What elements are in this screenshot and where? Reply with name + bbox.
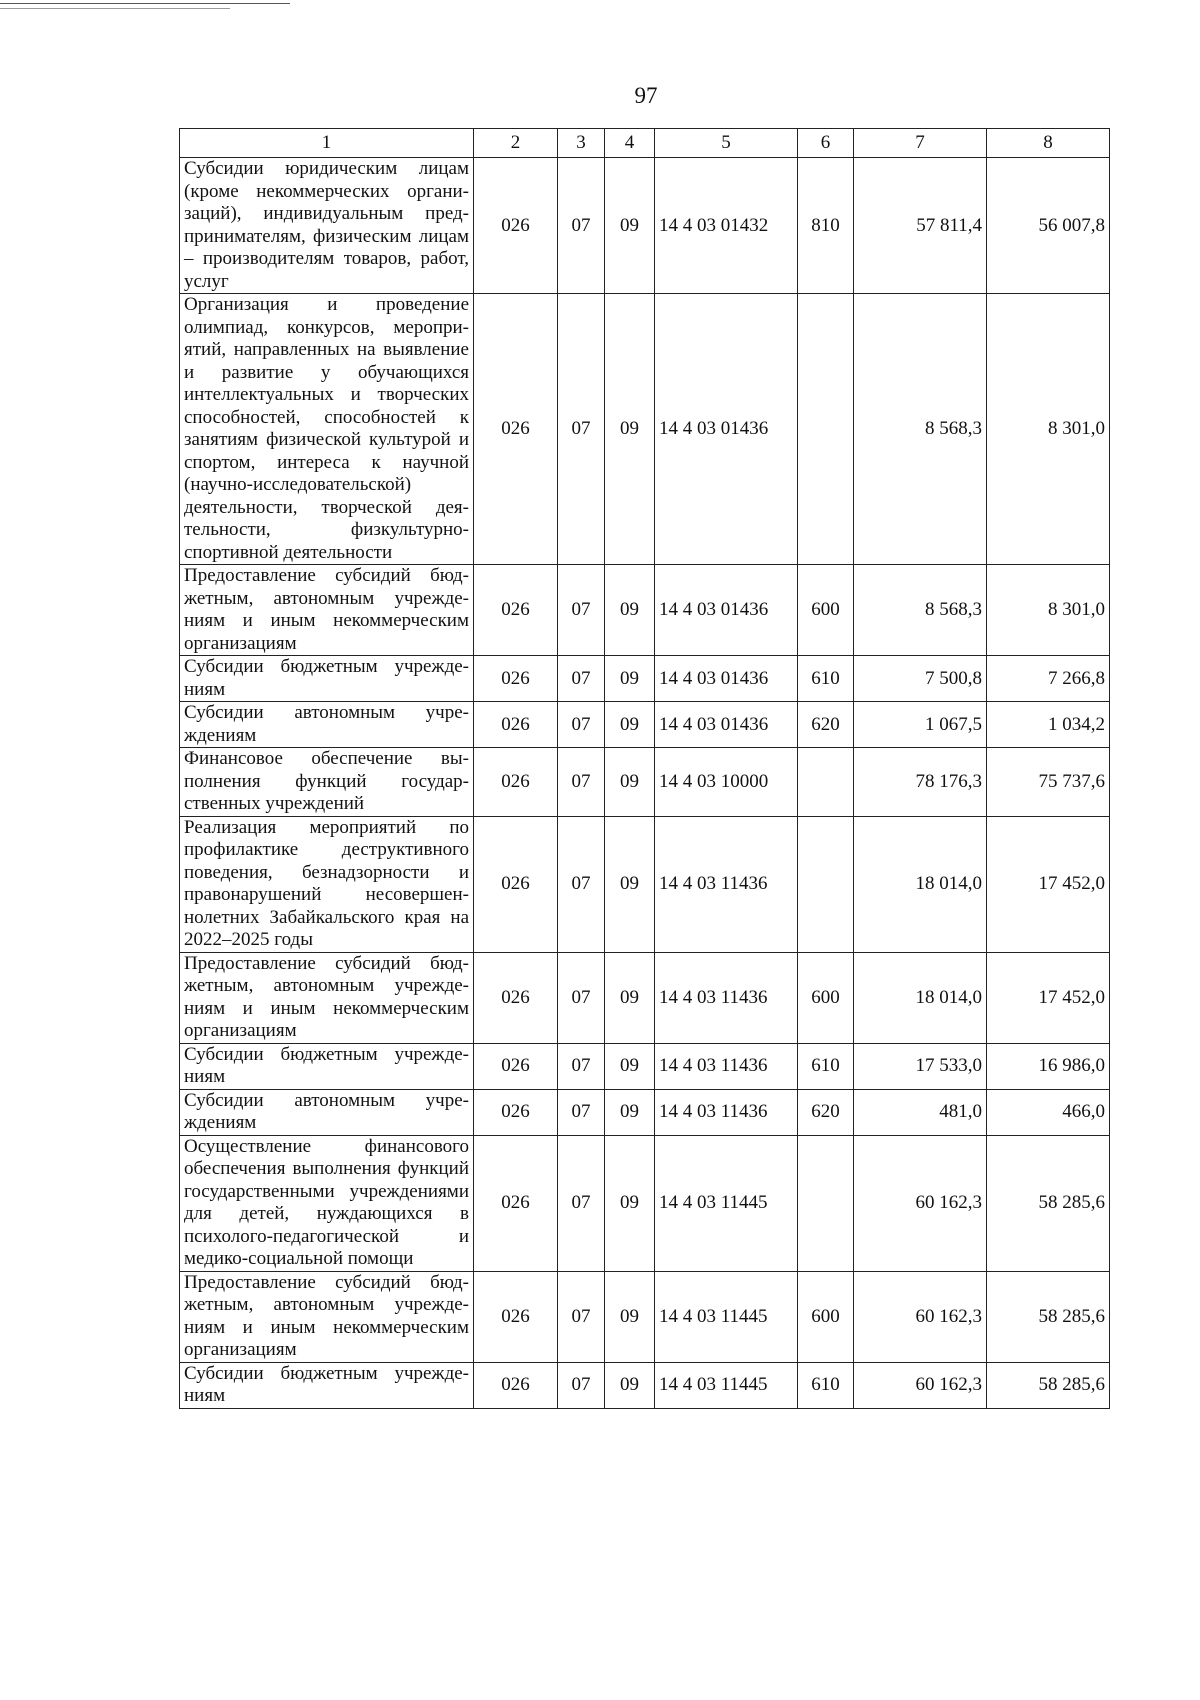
section-code-cell: 07 (558, 1043, 605, 1089)
target-article-cell: 14 4 03 01432 (655, 158, 798, 294)
subsection-code-cell: 09 (605, 294, 655, 565)
subsection-code-cell: 09 (605, 1271, 655, 1362)
description-cell: Осуществление финансового обеспечения выполнения функций государственными учреждениями для детей, нуждающихся в психолого-педагогической и медико-социальной помощи (180, 1135, 474, 1271)
section-code-cell: 07 (558, 748, 605, 817)
amount-year2-cell: 8 301,0 (987, 565, 1110, 656)
subsection-code-cell: 09 (605, 1043, 655, 1089)
admin-code-cell: 026 (474, 816, 558, 952)
expense-type-cell: 610 (798, 656, 854, 702)
expense-type-cell: 810 (798, 158, 854, 294)
target-article-cell: 14 4 03 11445 (655, 1271, 798, 1362)
expense-type-cell: 600 (798, 565, 854, 656)
amount-year2-cell: 1 034,2 (987, 702, 1110, 748)
amount-year1-cell: 57 811,4 (854, 158, 987, 294)
table-row (180, 702, 1110, 748)
table-row (180, 816, 1110, 952)
admin-code-cell: 026 (474, 1135, 558, 1271)
section-code-cell: 07 (558, 1135, 605, 1271)
amount-year1-cell: 60 162,3 (854, 1271, 987, 1362)
description-cell: Реализация мероприятий по профилактике деструктивного поведения, безнадзорности и правонарушений несовершеннолетних Забайкальского края на 2022–2025 годы (180, 816, 474, 952)
description-cell: Субсидии бюджетным учреждениям (180, 1362, 474, 1408)
description-cell: Предоставление субсидий бюджетным, автономным учреждениям и иным некоммерческим организациям (180, 952, 474, 1043)
column-header: 3 (558, 129, 605, 158)
table-row (180, 952, 1110, 1043)
expense-type-cell (798, 294, 854, 565)
amount-year1-cell: 7 500,8 (854, 656, 987, 702)
amount-year1-cell: 18 014,0 (854, 816, 987, 952)
expense-type-cell: 620 (798, 1089, 854, 1135)
target-article-cell: 14 4 03 11436 (655, 816, 798, 952)
scan-edge-line (0, 8, 230, 9)
admin-code-cell: 026 (474, 702, 558, 748)
subsection-code-cell: 09 (605, 656, 655, 702)
description-cell: Субсидии бюджетным учреждениям (180, 1043, 474, 1089)
column-header: 2 (474, 129, 558, 158)
target-article-cell: 14 4 03 11436 (655, 1043, 798, 1089)
amount-year1-cell: 60 162,3 (854, 1362, 987, 1408)
section-code-cell: 07 (558, 952, 605, 1043)
section-code-cell: 07 (558, 1089, 605, 1135)
subsection-code-cell: 09 (605, 1089, 655, 1135)
section-code-cell: 07 (558, 702, 605, 748)
scan-edge-line (0, 3, 290, 4)
expense-type-cell: 600 (798, 1271, 854, 1362)
table-row (180, 656, 1110, 702)
section-code-cell: 07 (558, 565, 605, 656)
amount-year2-cell: 58 285,6 (987, 1271, 1110, 1362)
expense-type-cell (798, 816, 854, 952)
table-row (180, 748, 1110, 817)
amount-year2-cell: 17 452,0 (987, 816, 1110, 952)
amount-year1-cell: 17 533,0 (854, 1043, 987, 1089)
subsection-code-cell: 09 (605, 565, 655, 656)
subsection-code-cell: 09 (605, 952, 655, 1043)
admin-code-cell: 026 (474, 1089, 558, 1135)
section-code-cell: 07 (558, 1362, 605, 1408)
header-row (180, 129, 1110, 158)
amount-year1-cell: 78 176,3 (854, 748, 987, 817)
table-row (180, 1135, 1110, 1271)
column-header: 1 (180, 129, 474, 158)
description-cell: Субсидии бюджетным учреждениям (180, 656, 474, 702)
amount-year2-cell: 466,0 (987, 1089, 1110, 1135)
amount-year2-cell: 58 285,6 (987, 1135, 1110, 1271)
table-body (180, 158, 1110, 1409)
description-cell: Организация и проведение олимпиад, конкурсов, мероприятий, направленных на выявление и развитие у обучающихся интеллектуальных и творческих способностей, способностей к занятиям физической культурой и спортом, интереса к научной (научно-исследовательской) деятельности, творческой деятельности, физкультурно-спортивной деятельности (180, 294, 474, 565)
amount-year2-cell: 16 986,0 (987, 1043, 1110, 1089)
admin-code-cell: 026 (474, 952, 558, 1043)
expense-type-cell (798, 748, 854, 817)
description-cell: Субсидии автономным учреждениям (180, 1089, 474, 1135)
column-header: 6 (798, 129, 854, 158)
table-row (180, 158, 1110, 294)
target-article-cell: 14 4 03 11436 (655, 1089, 798, 1135)
admin-code-cell: 026 (474, 294, 558, 565)
amount-year2-cell: 17 452,0 (987, 952, 1110, 1043)
description-cell: Субсидии автономным учреждениям (180, 702, 474, 748)
table-header (180, 129, 1110, 158)
table-row (180, 1362, 1110, 1408)
description-cell: Предоставление субсидий бюджетным, автономным учреждениям и иным некоммерческим организациям (180, 1271, 474, 1362)
amount-year1-cell: 18 014,0 (854, 952, 987, 1043)
section-code-cell: 07 (558, 294, 605, 565)
target-article-cell: 14 4 03 01436 (655, 656, 798, 702)
budget-table (179, 128, 1110, 1409)
subsection-code-cell: 09 (605, 1135, 655, 1271)
subsection-code-cell: 09 (605, 158, 655, 294)
target-article-cell: 14 4 03 01436 (655, 565, 798, 656)
amount-year1-cell: 1 067,5 (854, 702, 987, 748)
subsection-code-cell: 09 (605, 748, 655, 817)
column-header: 8 (987, 129, 1110, 158)
target-article-cell: 14 4 03 10000 (655, 748, 798, 817)
admin-code-cell: 026 (474, 1043, 558, 1089)
amount-year1-cell: 8 568,3 (854, 294, 987, 565)
table-row (180, 1271, 1110, 1362)
admin-code-cell: 026 (474, 158, 558, 294)
target-article-cell: 14 4 03 11445 (655, 1362, 798, 1408)
section-code-cell: 07 (558, 158, 605, 294)
admin-code-cell: 026 (474, 748, 558, 817)
page-number: 97 (634, 83, 658, 108)
table-row (180, 1089, 1110, 1135)
description-cell: Субсидии юридическим лицам (кроме некоммерческих организаций), индивидуальным предпринимателям, физическим лицам – производителям товаров, работ, услуг (180, 158, 474, 294)
section-code-cell: 07 (558, 656, 605, 702)
table-row (180, 294, 1110, 565)
table-row (180, 1043, 1110, 1089)
target-article-cell: 14 4 03 01436 (655, 294, 798, 565)
section-code-cell: 07 (558, 816, 605, 952)
amount-year1-cell: 60 162,3 (854, 1135, 987, 1271)
target-article-cell: 14 4 03 11436 (655, 952, 798, 1043)
description-cell: Финансовое обеспечение выполнения функций государственных учреждений (180, 748, 474, 817)
admin-code-cell: 026 (474, 565, 558, 656)
admin-code-cell: 026 (474, 1362, 558, 1408)
amount-year2-cell: 7 266,8 (987, 656, 1110, 702)
subsection-code-cell: 09 (605, 702, 655, 748)
amount-year2-cell: 56 007,8 (987, 158, 1110, 294)
target-article-cell: 14 4 03 01436 (655, 702, 798, 748)
amount-year1-cell: 481,0 (854, 1089, 987, 1135)
expense-type-cell: 610 (798, 1362, 854, 1408)
amount-year2-cell: 75 737,6 (987, 748, 1110, 817)
admin-code-cell: 026 (474, 656, 558, 702)
expense-type-cell (798, 1135, 854, 1271)
amount-year1-cell: 8 568,3 (854, 565, 987, 656)
target-article-cell: 14 4 03 11445 (655, 1135, 798, 1271)
subsection-code-cell: 09 (605, 1362, 655, 1408)
column-header: 5 (655, 129, 798, 158)
expense-type-cell: 620 (798, 702, 854, 748)
amount-year2-cell: 8 301,0 (987, 294, 1110, 565)
column-header: 4 (605, 129, 655, 158)
table-row (180, 565, 1110, 656)
description-cell: Предоставление субсидий бюджетным, автономным учреждениям и иным некоммерческим организациям (180, 565, 474, 656)
expense-type-cell: 610 (798, 1043, 854, 1089)
subsection-code-cell: 09 (605, 816, 655, 952)
section-code-cell: 07 (558, 1271, 605, 1362)
admin-code-cell: 026 (474, 1271, 558, 1362)
amount-year2-cell: 58 285,6 (987, 1362, 1110, 1408)
expense-type-cell: 600 (798, 952, 854, 1043)
column-header: 7 (854, 129, 987, 158)
